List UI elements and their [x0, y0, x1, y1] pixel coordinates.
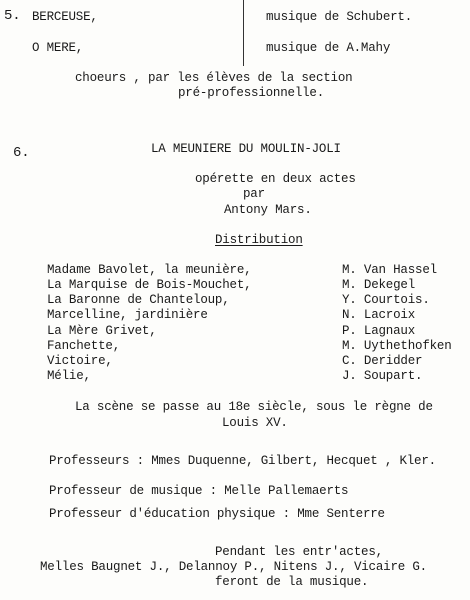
cast-actor: M. Van Hassel: [342, 263, 437, 277]
section-6-number: 6.: [13, 145, 30, 161]
section-5-item-2-composer: musique de A.Mahy: [266, 41, 391, 55]
setting-line-1: La scène se passe au 18e siècle, sous le règne de: [75, 400, 433, 414]
interlude-line-3: feront de la musique.: [215, 575, 369, 589]
operetta-subtitle: opérette en deux actes: [195, 172, 356, 186]
interlude-line-2: Melles Baugnet J., Delannoy P., Nitens J., Vicaire G.: [40, 560, 427, 574]
cast-actor: Y. Courtois.: [342, 293, 430, 307]
cast-actor: P. Lagnaux: [342, 324, 416, 338]
section-5-performers-line-2: pré-professionnelle.: [178, 86, 325, 100]
cast-role: Fanchette,: [47, 339, 121, 353]
cast-role: La Mère Grivet,: [47, 324, 157, 338]
by-label: par: [243, 187, 265, 201]
column-divider: [243, 0, 244, 66]
cast-role: Madame Bavolet, la meunière,: [47, 263, 252, 277]
operetta-title: LA MEUNIERE DU MOULIN-JOLI: [151, 142, 341, 156]
cast-actor: J. Soupart.: [342, 369, 423, 383]
cast-actor: M. Dekegel: [342, 278, 416, 292]
section-5-item-1-composer: musique de Schubert.: [266, 10, 413, 24]
section-5-number: 5.: [4, 8, 21, 24]
cast-actor: M. Uythethofken: [342, 339, 452, 353]
pe-professor-line: Professeur d'éducation physique : Mme Senterre: [49, 507, 385, 521]
interlude-line-1: Pendant les entr'actes,: [215, 545, 383, 559]
cast-actor: N. Lacroix: [342, 308, 416, 322]
music-professor-line: Professeur de musique : Melle Pallemaerts: [49, 484, 349, 498]
cast-role: Marcelline, jardinière: [47, 308, 208, 322]
distribution-heading: Distribution: [215, 233, 303, 247]
section-5-item-1-title: BERCEUSE,: [32, 10, 98, 24]
author-name: Antony Mars.: [224, 203, 312, 217]
cast-role: Mélie,: [47, 369, 91, 383]
professors-line: Professeurs : Mmes Duquenne, Gilbert, Hecquet , Kler.: [49, 454, 436, 468]
setting-line-2: Louis XV.: [222, 416, 288, 430]
cast-role: Victoire,: [47, 354, 113, 368]
cast-role: La Baronne de Chanteloup,: [47, 293, 230, 307]
cast-role: La Marquise de Bois-Mouchet,: [47, 278, 252, 292]
cast-actor: C. Deridder: [342, 354, 423, 368]
section-5-item-2-title: O MERE,: [32, 41, 84, 55]
section-5-performers-line-1: choeurs , par les élèves de la section: [75, 71, 353, 85]
